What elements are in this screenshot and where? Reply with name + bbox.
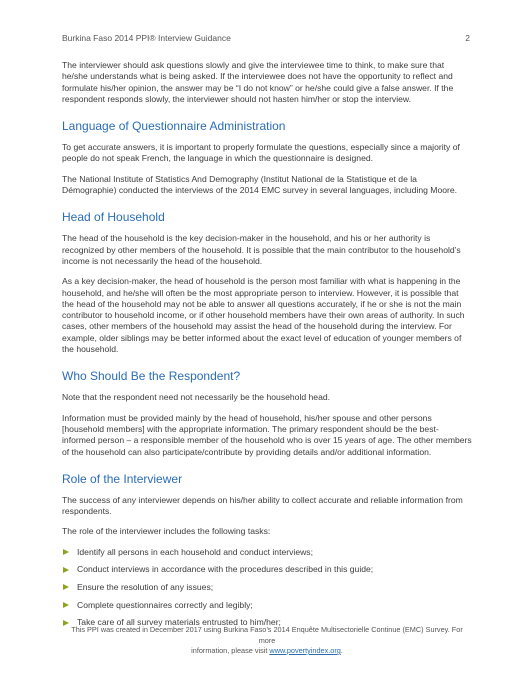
paragraph: Information must be provided mainly by the head of household, his/her spouse and other persons [household members] with the appropriate information. The primary respondent should be the best-informed person – a responsible member of the household who is over 15 years of age. The other members of the household can also participate/contribute by providing details and/or additional information. [62, 412, 472, 457]
page-header [62, 33, 470, 47]
triangle-bullet-icon [63, 549, 69, 555]
list-item-text: Conduct interviews in accordance with the procedures described in this guide; [77, 564, 374, 575]
povertyindex-link[interactable]: www.povertyindex.org [269, 646, 341, 655]
section-heading-language: Language of Questionnaire Administration [62, 119, 286, 134]
task-list [62, 547, 472, 628]
list-item [62, 600, 472, 611]
document-title: Burkina Faso 2014 PPI® Interview Guidance [62, 33, 231, 43]
paragraph: Note that the respondent need not necessarily be the household head. [62, 392, 331, 403]
triangle-bullet-icon [63, 567, 69, 573]
list-item [62, 582, 472, 593]
triangle-bullet-icon [63, 602, 69, 608]
list-item-text: Ensure the resolution of any issues; [77, 581, 214, 592]
list-item-text: Complete questionnaires correctly and legibly; [77, 599, 253, 610]
list-item-text: Identify all persons in each household and conduct interviews; [77, 546, 313, 557]
paragraph: The National Institute of Statistics And Demography (Institut National de la Statistique et de la Démographie) conducted the interviews of the 2014 EMC survey in several languages, including Moore. [62, 173, 458, 196]
list-item [62, 564, 472, 575]
page-body [62, 60, 472, 635]
footer-text: This PPI was created in December 2017 using Burkina Faso’s 2014 Enquête Multisectorielle Continue (EMC) Survey. For more [71, 625, 463, 645]
paragraph: To get accurate answers, it is important to properly formulate the questions, especially since a majority of people do not speak French, the language in which the questionnaire is designed. [62, 142, 460, 164]
paragraph: As a key decision-maker, the head of household is the person most familiar with what is happening in the household, and he/she will often be the most appropriate person to interview. However, it is possible that the head of the household may not be able to answer all questions accurately, if he or she is not the main contributor to household income, or if other household members have their own areas of authority. In such cases, other members of the household may assist the head of the household during the interview. For example, older siblings may be better informed about the exact level of education of younger members of the household. [62, 276, 465, 355]
triangle-bullet-icon [63, 584, 69, 590]
section-heading-respondent: Who Should Be the Respondent? [62, 369, 241, 384]
footer-text-prefix: information, please visit [191, 646, 270, 655]
section-heading-interviewer: Role of the Interviewer [62, 471, 183, 486]
page-footer [62, 625, 472, 657]
list-item [62, 547, 472, 558]
paragraph: The role of the interviewer includes the following tasks: [62, 526, 271, 537]
paragraph: The success of any interviewer depends on his/her ability to collect accurate and reliable information from respondents. [62, 494, 463, 517]
intro-paragraph: The interviewer should ask questions slowly and give the interviewee time to think, to make sure that he/she understands what is being asked. If the interviewee does not have the opportunity to reflect and formulate his/her opinion, the answer may be “I do not know” or he/she could give a false answer. If the respondent responds slowly, the interviewer should not hasten him/her or stop the interview. [62, 60, 454, 104]
list-item-text: Take care of all survey materials entrusted to him/her; [77, 617, 281, 628]
page-number: 2 [465, 33, 470, 43]
paragraph: The head of the household is the key decision-maker in the household, and his or her authority is recognized by other members of the household. It is possible that the main contributor to the household’s income is not necessarily the head of the household. [62, 233, 461, 266]
footer-text-suffix: . [340, 646, 343, 655]
section-heading-head-of-household: Head of Household [62, 210, 165, 225]
